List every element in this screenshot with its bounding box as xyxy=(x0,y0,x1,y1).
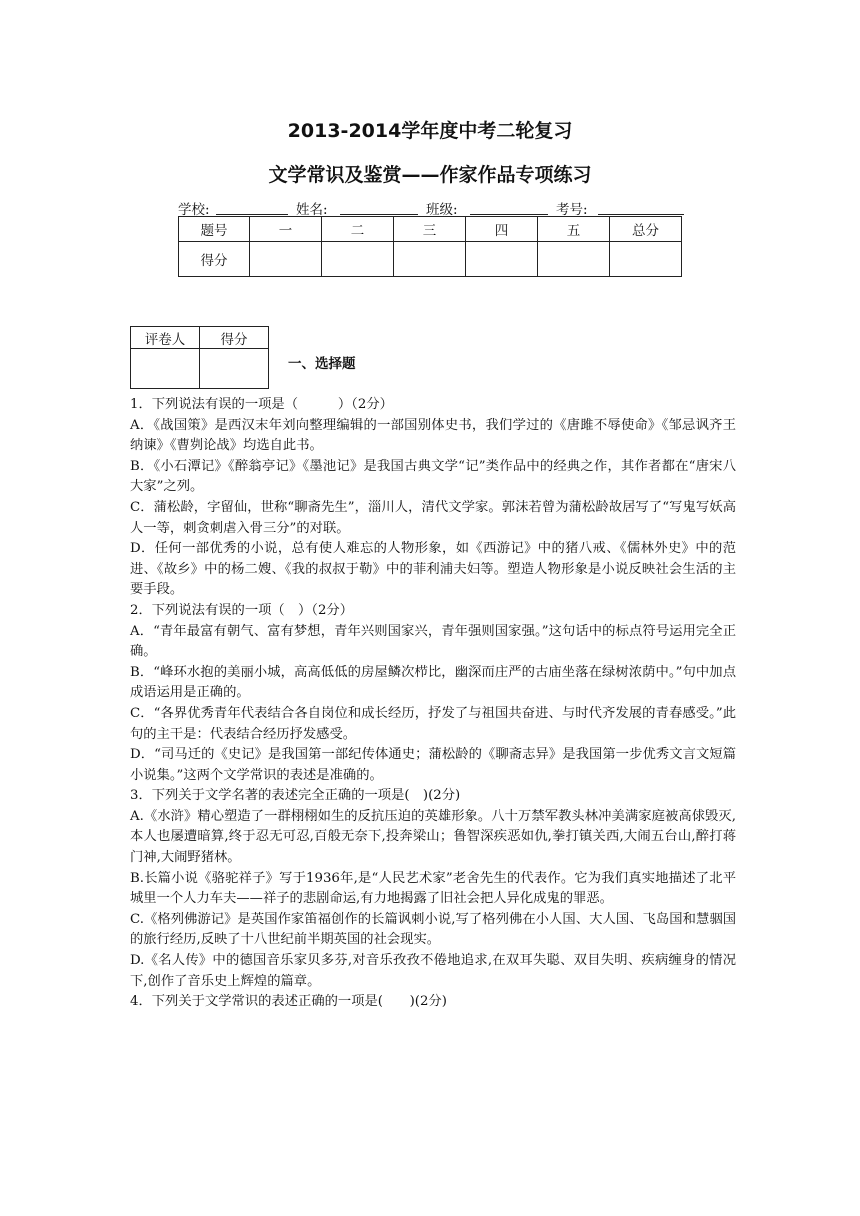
grader-table xyxy=(130,326,269,389)
question-option: B.长篇小说《骆驼祥子》写于1936年,是“人民艺术家”老舍先生的代表作。它为我们真实地描述了北平城里一个人力车夫——祥子的悲剧命运,有力地揭露了旧社会把人异化成鬼的罪恶。 xyxy=(130,870,736,907)
score-table-header-cell: 三 xyxy=(394,217,466,242)
score-table-header-cell: 总分 xyxy=(610,217,682,242)
grader-input-cell[interactable] xyxy=(131,349,200,389)
class-blank xyxy=(470,214,548,215)
grader-table-header-row xyxy=(131,327,269,349)
question-option: B．《小石潭记》《醉翁亭记》《墨池记》是我国古典文学“记”类作品中的经典之作，其作者都在“唐宋八大家”之列。 xyxy=(130,458,736,495)
name-label: 姓名: xyxy=(296,202,328,218)
question-option: A.《水浒》精心塑造了一群栩栩如生的反抗压迫的英雄形象。八十万禁军教头林冲美满家庭被高俅毁灭,本人也屡遭暗算,终于忍无可忍,百般无奈下,投奔梁山；鲁智深疾恶如仇,拳打镇关西,大闹五台山,醉打蒋门神,大闹野猪林。 xyxy=(130,808,736,866)
document-subtitle: 文学常识及鉴赏——作家作品专项练习 xyxy=(268,164,592,186)
section-heading: 一、选择题 xyxy=(288,356,356,372)
score-table-header-cell: 一 xyxy=(250,217,322,242)
score-input-cell[interactable] xyxy=(610,242,682,277)
score-table-header-cell: 题号 xyxy=(179,217,250,242)
question-option: D．任何一部优秀的小说，总有使人难忘的人物形象，如《西游记》中的猪八戒、《儒林外史》中的范进、《故乡》中的杨二嫂、《我的叔叔于勒》中的菲利浦夫妇等。塑造人物形象是小说反映社会生活的主要手段。 xyxy=(130,541,736,598)
question-stem: 4．下列关于文学常识的表述正确的一项是( )(2分) xyxy=(130,994,447,1010)
question-option: C.《格列佛游记》是英国作家笛福创作的长篇讽刺小说,写了格列佛在小人国、大人国、飞岛国和慧骃国的旅行经历,反映了十八世纪前半期英国的社会现实。 xyxy=(130,911,736,948)
question-option: D.《名人传》中的德国音乐家贝多芬,对音乐孜孜不倦地追求,在双耳失聪、双目失明、疾病缠身的情况下,创作了音乐史上辉煌的篇章。 xyxy=(130,953,736,989)
grader-header-cell: 得分 xyxy=(200,327,269,349)
question-option: A．《战国策》是西汉末年刘向整理编辑的一部国别体史书，我们学过的《唐雎不辱使命》《邹忌讽齐王纳谏》《曹刿论战》均选自此书。 xyxy=(130,417,736,454)
school-blank xyxy=(216,214,288,215)
exam-number-label: 考号: xyxy=(556,202,588,218)
score-table-header-row xyxy=(179,217,682,242)
questions-body xyxy=(130,395,736,1013)
grader-input-cell[interactable] xyxy=(200,349,269,389)
question-option: D．“司马迁的《史记》是我国第一部纪传体通史；蒲松龄的《聊斋志异》是我国第一步优秀文言文短篇小说集。”这两个文学常识的表述是准确的。 xyxy=(130,747,736,783)
score-table-header-cell: 五 xyxy=(538,217,610,242)
question-option: C．“各界优秀青年代表结合各自岗位和成长经历，抒发了与祖国共奋进、与时代齐发展的青春感受。”此句的主干是：代表结合经历抒发感受。 xyxy=(130,705,736,742)
school-label: 学校: xyxy=(178,202,210,218)
question-stem: 2．下列说法有误的一项（ ）（2分） xyxy=(130,602,354,618)
score-input-cell[interactable] xyxy=(322,242,394,277)
score-input-cell[interactable] xyxy=(538,242,610,277)
score-table-header-cell: 四 xyxy=(466,217,538,242)
question-option: A．“青年最富有朝气、富有梦想，青年兴则国家兴，青年强则国家强。”这句话中的标点符号运用完全正确。 xyxy=(130,623,736,660)
question-stem: 3．下列关于文学名著的表述完全正确的一项是( )(2分) xyxy=(130,788,461,804)
class-label: 班级: xyxy=(426,202,458,218)
question-option: B．“峰环水抱的美丽小城，高高低低的房屋鳞次栉比，幽深而庄严的古庙坐落在绿树浓荫中。”句中加点成语运用是正确的。 xyxy=(130,664,736,701)
score-table-row xyxy=(179,242,682,277)
student-info-line xyxy=(178,198,684,218)
score-input-cell[interactable] xyxy=(466,242,538,277)
score-table-header-cell: 二 xyxy=(322,217,394,242)
document-title: 2013-2014学年度中考二轮复习 xyxy=(287,120,573,142)
name-blank xyxy=(340,214,418,215)
score-input-cell[interactable] xyxy=(394,242,466,277)
score-table xyxy=(178,216,682,277)
question-stem: 1．下列说法有误的一项是（ ）（2分） xyxy=(130,397,393,412)
exam-number-blank xyxy=(598,214,684,215)
score-input-cell[interactable] xyxy=(250,242,322,277)
question-option: C．蒲松龄，字留仙，世称“聊斋先生”，淄川人，清代文学家。郭沫若曾为蒲松龄故居写了“写鬼写妖高人一等，刺贪刺虐入骨三分”的对联。 xyxy=(130,499,736,536)
grader-header-cell: 评卷人 xyxy=(131,327,200,349)
score-row-label: 得分 xyxy=(179,242,250,277)
grader-table-row xyxy=(131,349,269,389)
